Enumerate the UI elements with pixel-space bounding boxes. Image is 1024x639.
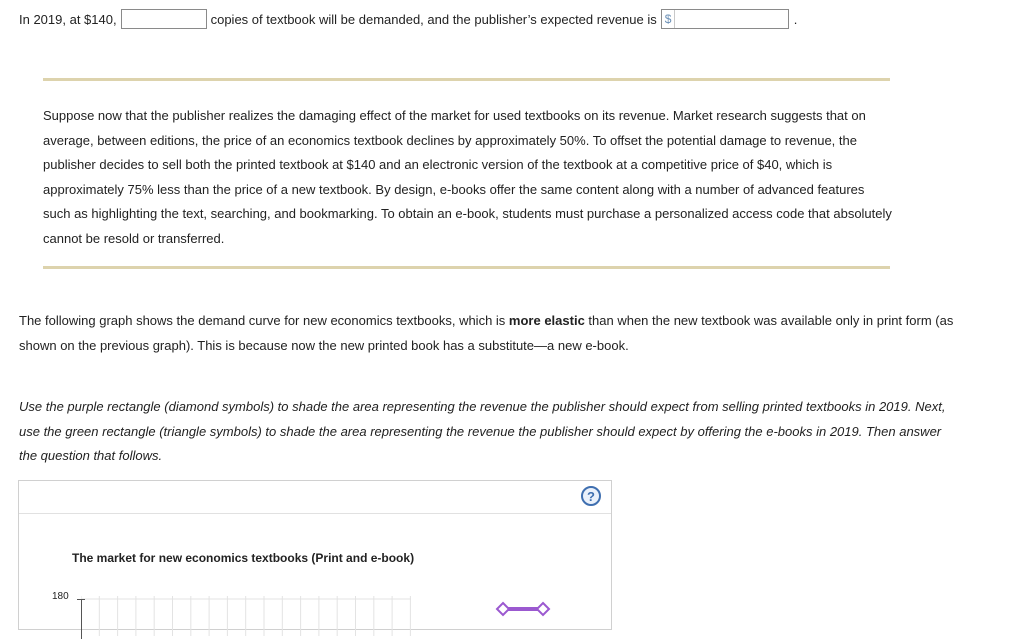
graph-grid <box>81 596 411 636</box>
revenue-field[interactable] <box>661 9 789 29</box>
instructions-paragraph: Use the purple rectangle (diamond symbols) to shade the area representing the revenue the publisher should expect from selling printed textbooks in 2019. Next, use the green rectangle (triangle symbols) to shade the area representing the revenue the publisher should expect by offering the e-books in 2019. Then answer the question that follows. <box>19 399 946 463</box>
question-prefix: In 2019, at $140, <box>19 11 117 27</box>
scenario-paragraph: Suppose now that the publisher realizes the damaging effect of the market for used textbooks on its revenue. Market research suggests that on average, between editions, the price of an economics textbook declines by approximately 50%. To offset the potential damage to revenue, the publisher decides to sell both the printed textbook at $140 and an electronic version of the textbook at a competitive price of $40, which is approximately 75% less than the price of a new textbook. By design, e-books offer the same content along with a number of advanced features such as highlighting the text, searching, and bookmarking. To obtain an e-book, students must purchase a personalized access code that absolutely cannot be resold or transferred. <box>43 108 892 246</box>
divider-top <box>43 78 890 81</box>
diamond-icon <box>497 603 509 615</box>
dollar-sign: $ <box>662 10 676 28</box>
copies-input[interactable] <box>121 9 207 29</box>
y-axis <box>81 599 82 639</box>
graph-header <box>19 481 611 514</box>
question-middle: copies of textbook will be demanded, and the publisher’s expected revenue is <box>210 11 657 27</box>
y-axis-tick <box>77 599 85 600</box>
graph-title: The market for new economics textbooks (Print and e-book) <box>72 551 415 565</box>
question-suffix: . <box>793 11 798 27</box>
divider-bottom <box>43 266 890 269</box>
graph-panel <box>18 480 612 630</box>
question-line <box>19 8 797 30</box>
graph-intro-paragraph <box>19 309 959 358</box>
revenue-input[interactable] <box>675 10 787 28</box>
purple-rectangle-tool[interactable] <box>495 601 551 621</box>
graph-intro-before: The following graph shows the demand curve for new economics textbooks, which is <box>19 313 509 328</box>
graph-intro-after: than when the new textbook was available only in print form (as shown on the previous graph). This is because now the new printed book has a substitute—a new e-book. <box>19 313 954 353</box>
help-icon[interactable]: ? <box>581 486 601 506</box>
diamond-icon <box>537 603 549 615</box>
y-tick-label: 180 <box>52 591 69 602</box>
graph-intro-bold: more elastic <box>508 313 585 328</box>
